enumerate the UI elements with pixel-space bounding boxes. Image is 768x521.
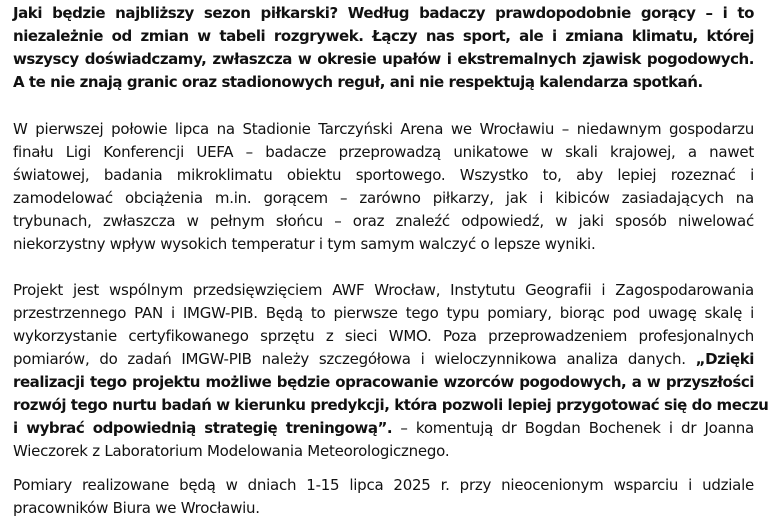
paragraph-line: Pomiary realizowane będą w dniach 1-15 lipca 2025 r. przy nieocenionym wsparciu i udziale (13, 476, 754, 494)
lead-line-3: wszyscy doświadczamy, zwłaszcza w okresie upałów i ekstremalnych zjawisk pogodowych. (13, 50, 754, 68)
paragraph-line-with-quote-start (13, 350, 754, 369)
paragraph-line: pracowników Biura we Wrocławiu. (13, 499, 260, 517)
lead-line-1: Jaki będzie najbliższy sezon piłkarski? Według badaczy prawdopodobnie gorący – i to (13, 4, 754, 22)
attribution: – komentują dr Bogdan Bochenek i dr Joanna (392, 419, 754, 437)
quote-line: rozwój tego nurtu badań w kierunku predykcji, która pozwoli lepiej przygotować się do meczu (13, 396, 768, 414)
paragraph-line: zamodelować obciążenia m.in. gorącem – zarówno piłkarzy, jak i kibiców zasiadających na (13, 189, 754, 207)
paragraph-line: niekorzystny wpływ wysokich temperatur i tym samym walczyć o lepsze wyniki. (13, 235, 596, 253)
quote-line: realizacji tego projektu możliwe będzie opracowanie wzorców pogodowych, a w przyszłości (13, 373, 754, 391)
quote-start: „Dzięki (695, 350, 754, 368)
paragraph-line: światowej, badania mikroklimatu obiektu sportowego. Wszystko to, aby lepiej rozeznać i (13, 166, 754, 184)
paragraph-line: finału Ligi Konferencji UEFA – badacze przeprowadzą unikatowe w skali krajowej, a nawet (13, 143, 754, 161)
paragraph-line: W pierwszej połowie lipca na Stadionie Tarczyński Arena we Wrocławiu – niedawnym gospodarzu (13, 120, 754, 138)
quote-end: i wybrać odpowiednią strategię treningową”. (13, 419, 393, 437)
paragraph-line: wykorzystanie certyfikowanego sprzętu z sieci WMO. Poza przeprowadzeniem profesjonalnych (13, 327, 754, 345)
attribution-line: Wieczorek z Laboratorium Modelowania Meteorologicznego. (13, 442, 450, 460)
paragraph-line: Projekt jest wspólnym przedsięwzięciem AWF Wrocław, Instytutu Geografii i Zagospodarowania (13, 281, 754, 299)
paragraph-line: przestrzennego PAN i IMGW-PIB. Będą to pierwsze tego typu pomiary, biorąc pod uwagę skalę i (13, 304, 754, 322)
lead-line-2: niezależnie od zmian w tabeli rozgrywek. Łączy nas sport, ale i zmiana klimatu, której (13, 27, 754, 45)
paragraph-text: pomiarów, do zadań IMGW-PIB należy szczegółowa i wieloczynnikowa analiza danych. (13, 350, 686, 368)
lead-line-4: A te nie znają granic oraz stadionowych reguł, ani nie respektują kalendarza spotkań. (13, 73, 703, 91)
paragraph-line: trybunach, zwłaszcza w pełnym słońcu – oraz znaleźć odpowiedź, w jaki sposób niwelować (13, 212, 754, 230)
quote-end-line (13, 419, 754, 438)
